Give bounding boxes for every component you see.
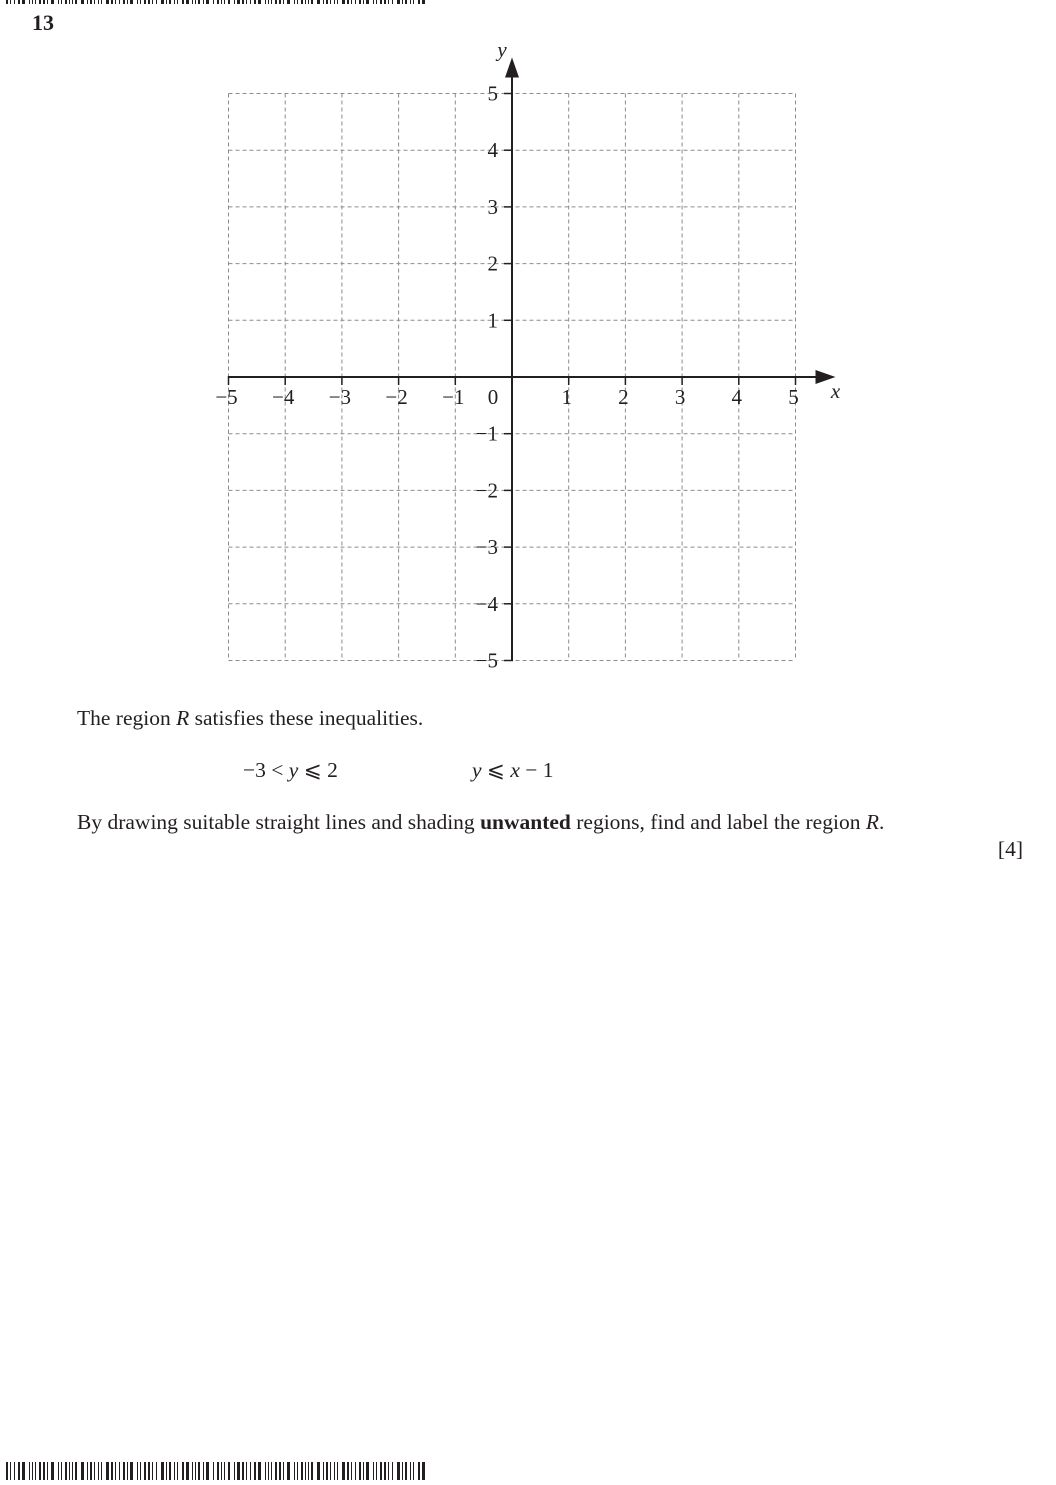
barcode-bar bbox=[376, 1462, 377, 1480]
barcode-bar bbox=[166, 1462, 167, 1480]
barcode-bar bbox=[94, 1462, 95, 1480]
x-tick-label: −3 bbox=[328, 385, 352, 409]
question-number: 13 bbox=[32, 10, 54, 35]
barcode-bar bbox=[405, 1462, 407, 1480]
barcode-bar bbox=[152, 1462, 153, 1480]
barcode-bar bbox=[206, 1462, 209, 1480]
y-tick-label: −2 bbox=[475, 478, 498, 503]
x-tick-label: −1 bbox=[442, 385, 465, 409]
y-tick-label: −3 bbox=[475, 535, 498, 560]
barcode-bar bbox=[43, 1462, 45, 1480]
barcode-bar bbox=[18, 1462, 20, 1480]
barcode-bar bbox=[195, 1462, 196, 1480]
inequality-2 bbox=[472, 758, 554, 783]
x-tick-label: 0 bbox=[487, 385, 499, 409]
x-tick-label: 4 bbox=[731, 385, 743, 409]
x-tick-label: 5 bbox=[788, 385, 799, 409]
instruction-emphasis: unwanted bbox=[480, 810, 571, 834]
x-tick-label: 3 bbox=[674, 385, 686, 409]
barcode-bar bbox=[268, 1462, 269, 1480]
barcode-bar bbox=[217, 1462, 219, 1480]
intro-before: The region bbox=[77, 706, 177, 730]
barcode-bar bbox=[392, 1462, 393, 1480]
y-tick-label: 3 bbox=[487, 194, 498, 219]
barcode-bar bbox=[271, 1462, 272, 1480]
barcode-bar bbox=[355, 1462, 356, 1480]
barcode-bar bbox=[275, 1462, 277, 1480]
marks-label: [4] bbox=[997, 837, 1023, 861]
barcode-bar bbox=[90, 1462, 92, 1480]
barcode-bar bbox=[326, 1462, 328, 1480]
barcode-bar bbox=[75, 1462, 77, 1480]
barcode-bar bbox=[10, 1462, 11, 1480]
ineq1-right: ⩽ 2 bbox=[298, 758, 338, 782]
inequality-1 bbox=[243, 758, 338, 783]
barcode-bar bbox=[58, 1462, 59, 1480]
barcode-bar bbox=[305, 1462, 306, 1480]
barcode-bar bbox=[250, 1462, 251, 1480]
barcode-bar bbox=[410, 1462, 411, 1480]
barcode-bar bbox=[418, 1462, 420, 1480]
barcode-bar bbox=[330, 1462, 331, 1480]
barcode-bar bbox=[72, 1462, 73, 1480]
barcode-bar bbox=[65, 1462, 67, 1480]
y-tick-label: −5 bbox=[475, 648, 498, 673]
y-tick-label: −4 bbox=[475, 591, 498, 616]
y-tick-label: 1 bbox=[487, 308, 498, 333]
barcode-bar bbox=[35, 1462, 36, 1480]
y-tick-label: 4 bbox=[487, 138, 498, 163]
x-tick-label: 2 bbox=[618, 385, 629, 409]
barcode-bar bbox=[323, 1462, 324, 1480]
barcode-bar bbox=[279, 1462, 281, 1480]
barcode-bar bbox=[397, 1462, 400, 1480]
barcode-bar bbox=[342, 1462, 345, 1480]
barcode-bar bbox=[115, 1462, 116, 1480]
barcode-bar bbox=[186, 1462, 189, 1480]
barcode-bar bbox=[283, 1462, 284, 1480]
barcode-bar bbox=[119, 1462, 120, 1480]
barcode-bar bbox=[47, 1462, 48, 1480]
y-axis-arrow bbox=[505, 58, 519, 78]
barcode-bar bbox=[130, 1462, 133, 1480]
barcode-bar bbox=[254, 1462, 256, 1480]
barcode-bar bbox=[177, 1462, 178, 1480]
barcode-bar bbox=[413, 1462, 414, 1480]
ineq1-left: −3 < bbox=[243, 758, 289, 782]
barcode-bar bbox=[366, 1462, 369, 1480]
barcode-bar bbox=[359, 1462, 361, 1480]
barcode-bar bbox=[287, 1462, 290, 1480]
barcode-bar bbox=[14, 1462, 15, 1480]
barcode-bar bbox=[174, 1462, 175, 1480]
barcode-bar bbox=[373, 1462, 374, 1480]
instruction-text bbox=[77, 810, 884, 835]
y-tick-label: −1 bbox=[475, 421, 498, 446]
x-tick-label: 1 bbox=[561, 385, 572, 409]
barcode-bar bbox=[32, 1462, 33, 1480]
barcode-bar bbox=[22, 1462, 25, 1480]
x-tick-label: −2 bbox=[385, 385, 408, 409]
barcode-bar bbox=[228, 1462, 230, 1480]
barcode-bar bbox=[148, 1462, 150, 1480]
barcode-bar bbox=[221, 1462, 222, 1480]
barcode-bar bbox=[137, 1462, 138, 1480]
barcode-bar bbox=[297, 1462, 298, 1480]
barcode-bar bbox=[6, 1462, 8, 1480]
barcode-bar bbox=[337, 1462, 338, 1480]
barcode-bar bbox=[308, 1462, 309, 1480]
barcode-bar bbox=[127, 1462, 128, 1480]
barcode-bar bbox=[347, 1462, 349, 1480]
barcode-bar bbox=[81, 1462, 84, 1480]
ineq2-var2: x bbox=[510, 758, 520, 782]
barcode-bar bbox=[301, 1462, 303, 1480]
barcode-bar bbox=[384, 1462, 386, 1480]
barcode-bar bbox=[39, 1462, 41, 1480]
ineq1-var: y bbox=[288, 758, 299, 782]
barcode-bar bbox=[123, 1462, 125, 1480]
barcode-bar bbox=[380, 1462, 382, 1480]
barcode-bar bbox=[317, 1462, 320, 1480]
barcode-bar bbox=[111, 1462, 113, 1480]
barcode-bar bbox=[61, 1462, 62, 1480]
barcode-bar bbox=[87, 1462, 88, 1480]
y-tick-label: 2 bbox=[487, 251, 498, 276]
barcode-bar bbox=[144, 1462, 146, 1480]
ineq2-right: − 1 bbox=[519, 758, 554, 782]
barcode-bar bbox=[237, 1462, 240, 1480]
barcode-bar bbox=[203, 1462, 204, 1480]
barcode-bar bbox=[51, 1462, 54, 1480]
instruction-before: By drawing suitable straight lines and shading bbox=[77, 810, 481, 834]
barcode-bar bbox=[294, 1462, 295, 1480]
barcode-bar bbox=[351, 1462, 352, 1480]
x-axis-label: x bbox=[830, 379, 841, 403]
barcode-bar bbox=[156, 1462, 157, 1480]
barcode-bar bbox=[140, 1462, 141, 1480]
intro-after: satisfies these inequalities. bbox=[189, 706, 424, 730]
barcode-bar bbox=[192, 1462, 193, 1480]
ineq2-var: y bbox=[472, 758, 482, 782]
ineq2-mid: ⩽ bbox=[481, 758, 511, 782]
barcode-bar bbox=[98, 1462, 99, 1480]
coordinate-grid bbox=[0, 0, 1056, 700]
barcode-bar bbox=[265, 1462, 266, 1480]
barcode-bar bbox=[69, 1462, 70, 1480]
instruction-end: . bbox=[878, 810, 885, 834]
barcode-bar bbox=[388, 1462, 389, 1480]
barcode-bar bbox=[311, 1462, 313, 1480]
barcode-bar bbox=[334, 1462, 335, 1480]
y-tick-label: 5 bbox=[487, 81, 498, 106]
barcode-bar bbox=[242, 1462, 244, 1480]
barcode-bar bbox=[182, 1462, 184, 1480]
barcode-bar bbox=[169, 1462, 171, 1480]
barcode-bar bbox=[101, 1462, 102, 1480]
barcode-bar bbox=[258, 1462, 261, 1480]
region-variable: R bbox=[176, 706, 190, 730]
instruction-variable: R bbox=[865, 810, 879, 834]
barcode-bar bbox=[29, 1462, 30, 1480]
barcode-bar bbox=[234, 1462, 235, 1480]
barcode-bar bbox=[198, 1462, 200, 1480]
barcode-bar bbox=[246, 1462, 247, 1480]
barcode-bar bbox=[106, 1462, 109, 1480]
y-axis-label: y bbox=[497, 37, 507, 62]
instruction-after: regions, find and label the region bbox=[570, 810, 866, 834]
barcode-bar bbox=[402, 1462, 403, 1480]
barcode-bar bbox=[422, 1462, 425, 1480]
x-tick-label: −5 bbox=[215, 385, 238, 409]
barcode-bar bbox=[213, 1462, 214, 1480]
x-tick-label: −4 bbox=[272, 385, 295, 409]
barcode-bar bbox=[224, 1462, 225, 1480]
intro-text bbox=[77, 706, 423, 731]
barcode-bar bbox=[363, 1462, 364, 1480]
barcode-bar bbox=[161, 1462, 164, 1480]
